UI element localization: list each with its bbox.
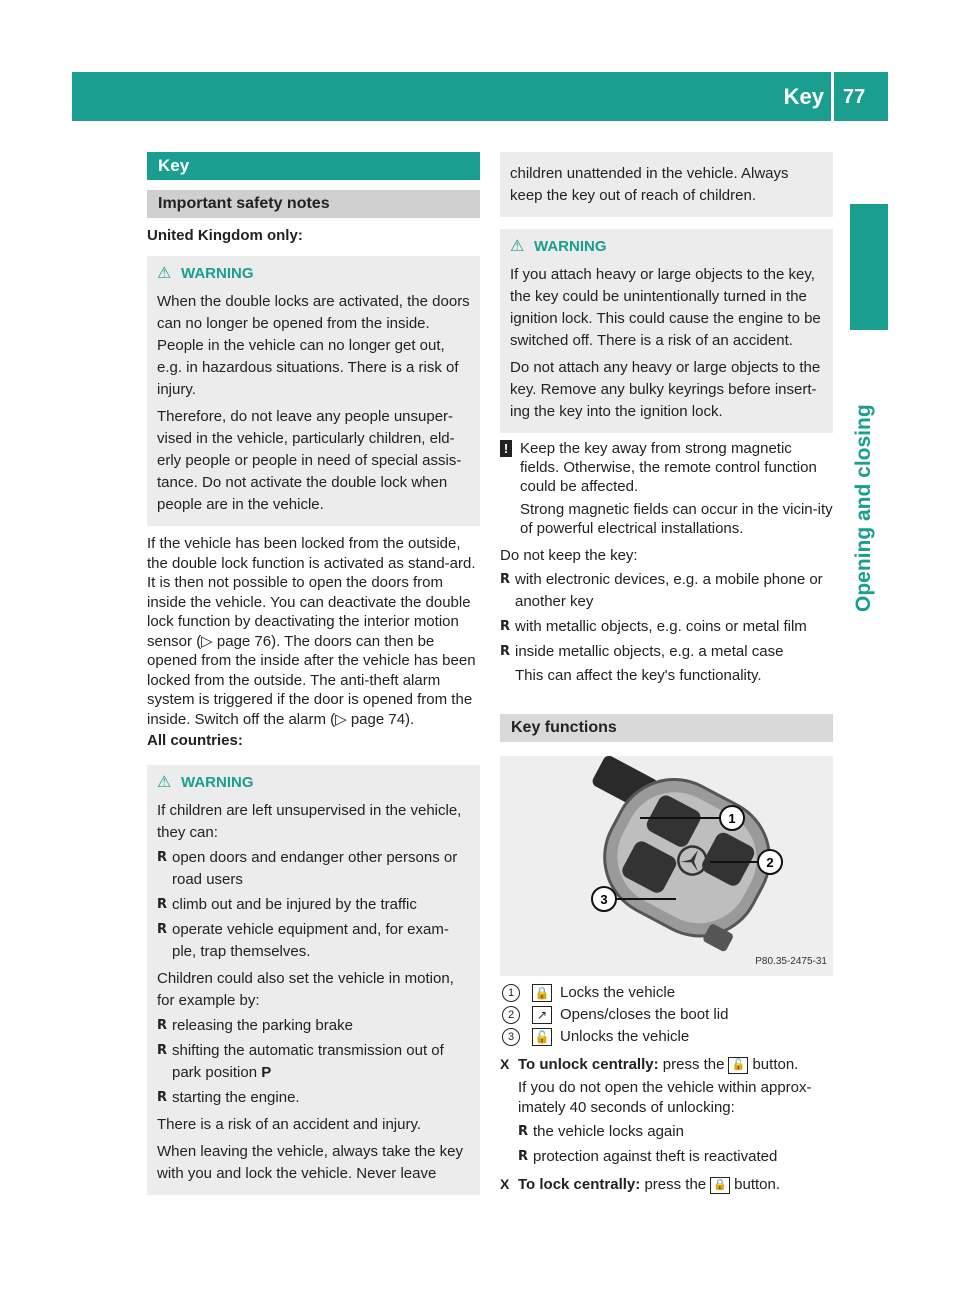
list-item: R with electronic devices, e.g. a mobile phone or another key xyxy=(500,569,833,613)
chapter-label: Opening and closing xyxy=(852,404,875,612)
header-bar xyxy=(72,72,888,121)
lock-icon: 🔒 xyxy=(710,1177,730,1194)
warning-text: If children are left unsupervised in the vehicle, they can: xyxy=(157,802,462,841)
all-countries-label: All countries: xyxy=(147,732,243,749)
legend-number: 1 xyxy=(502,984,520,1002)
body-paragraph: If the vehicle has been locked from the outside, the double lock function is activated as stand-ard. It is then not possible to open the doors from inside the vehicle. You can deactivate the double lock function by deactivating the interior motion sensor (▷ page 76). The doors can then be opened from the inside after the vehicle has been locked from the outside. The anti-theft alarm system is triggered if the door is opened from the inside. Switch off the alarm (▷ page 74). xyxy=(147,535,476,728)
figure-code: P80.35-2475-31 xyxy=(755,956,827,967)
svg-text:3: 3 xyxy=(600,892,608,907)
action-text: button. xyxy=(734,1176,781,1193)
warning-header xyxy=(510,235,823,259)
left-column xyxy=(147,152,480,1195)
unlock-icon: 🔓 xyxy=(532,1028,552,1046)
action-unlock xyxy=(500,1054,833,1075)
header-divider xyxy=(831,72,834,121)
chapter-tab xyxy=(850,204,888,330)
svg-text:2: 2 xyxy=(766,855,774,870)
warning-text: When leaving the vehicle, always take the key with you and lock the vehicle. Never leave xyxy=(157,1143,463,1182)
warning-header xyxy=(157,771,470,795)
section-heading-key-functions: Key functions xyxy=(500,714,833,742)
warning-label: WARNING xyxy=(181,265,254,282)
list-item: R climb out and be injured by the traffic xyxy=(157,894,470,916)
action-text: button. xyxy=(752,1056,799,1073)
warning-box-double-lock xyxy=(147,256,480,526)
action-detail: If you do not open the vehicle within approx-imately 40 seconds of unlocking: xyxy=(518,1079,812,1116)
list-item: R operate vehicle equipment and, for exam-ple, trap themselves. xyxy=(157,919,470,963)
warning-text: Therefore, do not leave any people unsuper-vised in the vehicle, particularly children, eld-erly people or people in need of special assis-tance. Do not activate the double lock when people are in the vehicle. xyxy=(157,408,462,513)
legend-item xyxy=(500,982,833,1004)
legend-number: 2 xyxy=(502,1006,520,1024)
notice-text: Keep the key away from strong magnetic fields. Otherwise, the remote control function could be affected. xyxy=(520,440,817,495)
notice-text-2: Strong magnetic fields can occur in the vicin-ity of powerful electrical installations. xyxy=(520,501,833,537)
list-item: R releasing the parking brake xyxy=(157,1015,470,1037)
section-heading-key: Key xyxy=(147,152,480,180)
affect-text: This can affect the key's functionality. xyxy=(515,667,762,684)
warning-label: WARNING xyxy=(534,238,607,255)
list-item: R starting the engine. xyxy=(157,1087,470,1109)
warning-label: WARNING xyxy=(181,774,254,791)
warning-header xyxy=(157,262,470,286)
action-label: To lock centrally: xyxy=(518,1176,641,1193)
svg-text:1: 1 xyxy=(728,811,736,826)
legend-text: Opens/closes the boot lid xyxy=(560,1006,729,1023)
notice-magnetic xyxy=(500,439,833,496)
legend-text: Unlocks the vehicle xyxy=(560,1028,690,1045)
donot-label: Do not keep the key: xyxy=(500,547,638,564)
legend-number: 3 xyxy=(502,1028,520,1046)
page-number: 77 xyxy=(843,86,866,108)
notice-icon: ! xyxy=(500,440,512,457)
warning-text: There is a risk of an accident and injury. xyxy=(157,1116,422,1133)
warning-box-children xyxy=(147,765,480,1195)
warning-box-continued xyxy=(500,152,833,217)
action-label: To unlock centrally: xyxy=(518,1056,659,1073)
park-position-letter: P xyxy=(261,1064,272,1081)
list-item: R open doors and endanger other persons or road users xyxy=(157,847,470,891)
key-figure xyxy=(500,756,833,976)
warning-triangle-icon: ⚠ xyxy=(157,774,172,791)
legend-text: Locks the vehicle xyxy=(560,984,676,1001)
unlock-icon: 🔓 xyxy=(728,1057,748,1074)
warning-text: When the double locks are activated, the doors can no longer be opened from the inside. People in the vehicle can no longer get out, e.g. in hazardous situations. There is a risk of injury. xyxy=(157,293,470,398)
list-item-text: shifting the automatic transmission out of park position xyxy=(172,1042,444,1081)
warning-triangle-icon: ⚠ xyxy=(510,238,525,255)
list-item: R inside metallic objects, e.g. a metal case xyxy=(500,641,833,663)
list-item xyxy=(157,1040,470,1084)
header-title: Key xyxy=(783,84,824,109)
legend-item xyxy=(500,1004,833,1026)
list-item: R with metallic objects, e.g. coins or metal film xyxy=(500,616,833,638)
action-text: press the xyxy=(644,1176,707,1193)
action-text: press the xyxy=(662,1056,725,1073)
warning-text: Do not attach any heavy or large objects to the key. Remove any bulky keyrings before insert-ing the key into the ignition lock. xyxy=(510,359,821,420)
list-item: R the vehicle locks again xyxy=(518,1121,833,1143)
key-legend xyxy=(500,982,833,1048)
warning-text: Children could also set the vehicle in motion, for example by: xyxy=(157,970,454,1009)
uk-only-label: United Kingdom only: xyxy=(147,227,303,244)
subheading-safety-notes: Important safety notes xyxy=(147,190,480,218)
action-lock xyxy=(500,1174,833,1195)
warning-box-key-objects xyxy=(500,229,833,433)
legend-item xyxy=(500,1026,833,1048)
right-column xyxy=(500,152,833,1195)
lock-icon: 🔒 xyxy=(532,984,552,1002)
boot-lid-icon: ↗ xyxy=(532,1006,552,1024)
key-illustration xyxy=(500,756,833,976)
warning-triangle-icon: ⚠ xyxy=(157,265,172,282)
warning-text: If you attach heavy or large objects to the key, the key could be unintentionally turned in the ignition lock. This could cause the engine to be switched off. There is a risk of an accident. xyxy=(510,266,821,349)
warning-text: children unattended in the vehicle. Always keep the key out of reach of children. xyxy=(510,165,789,204)
list-item: R protection against theft is reactivated xyxy=(518,1146,833,1168)
